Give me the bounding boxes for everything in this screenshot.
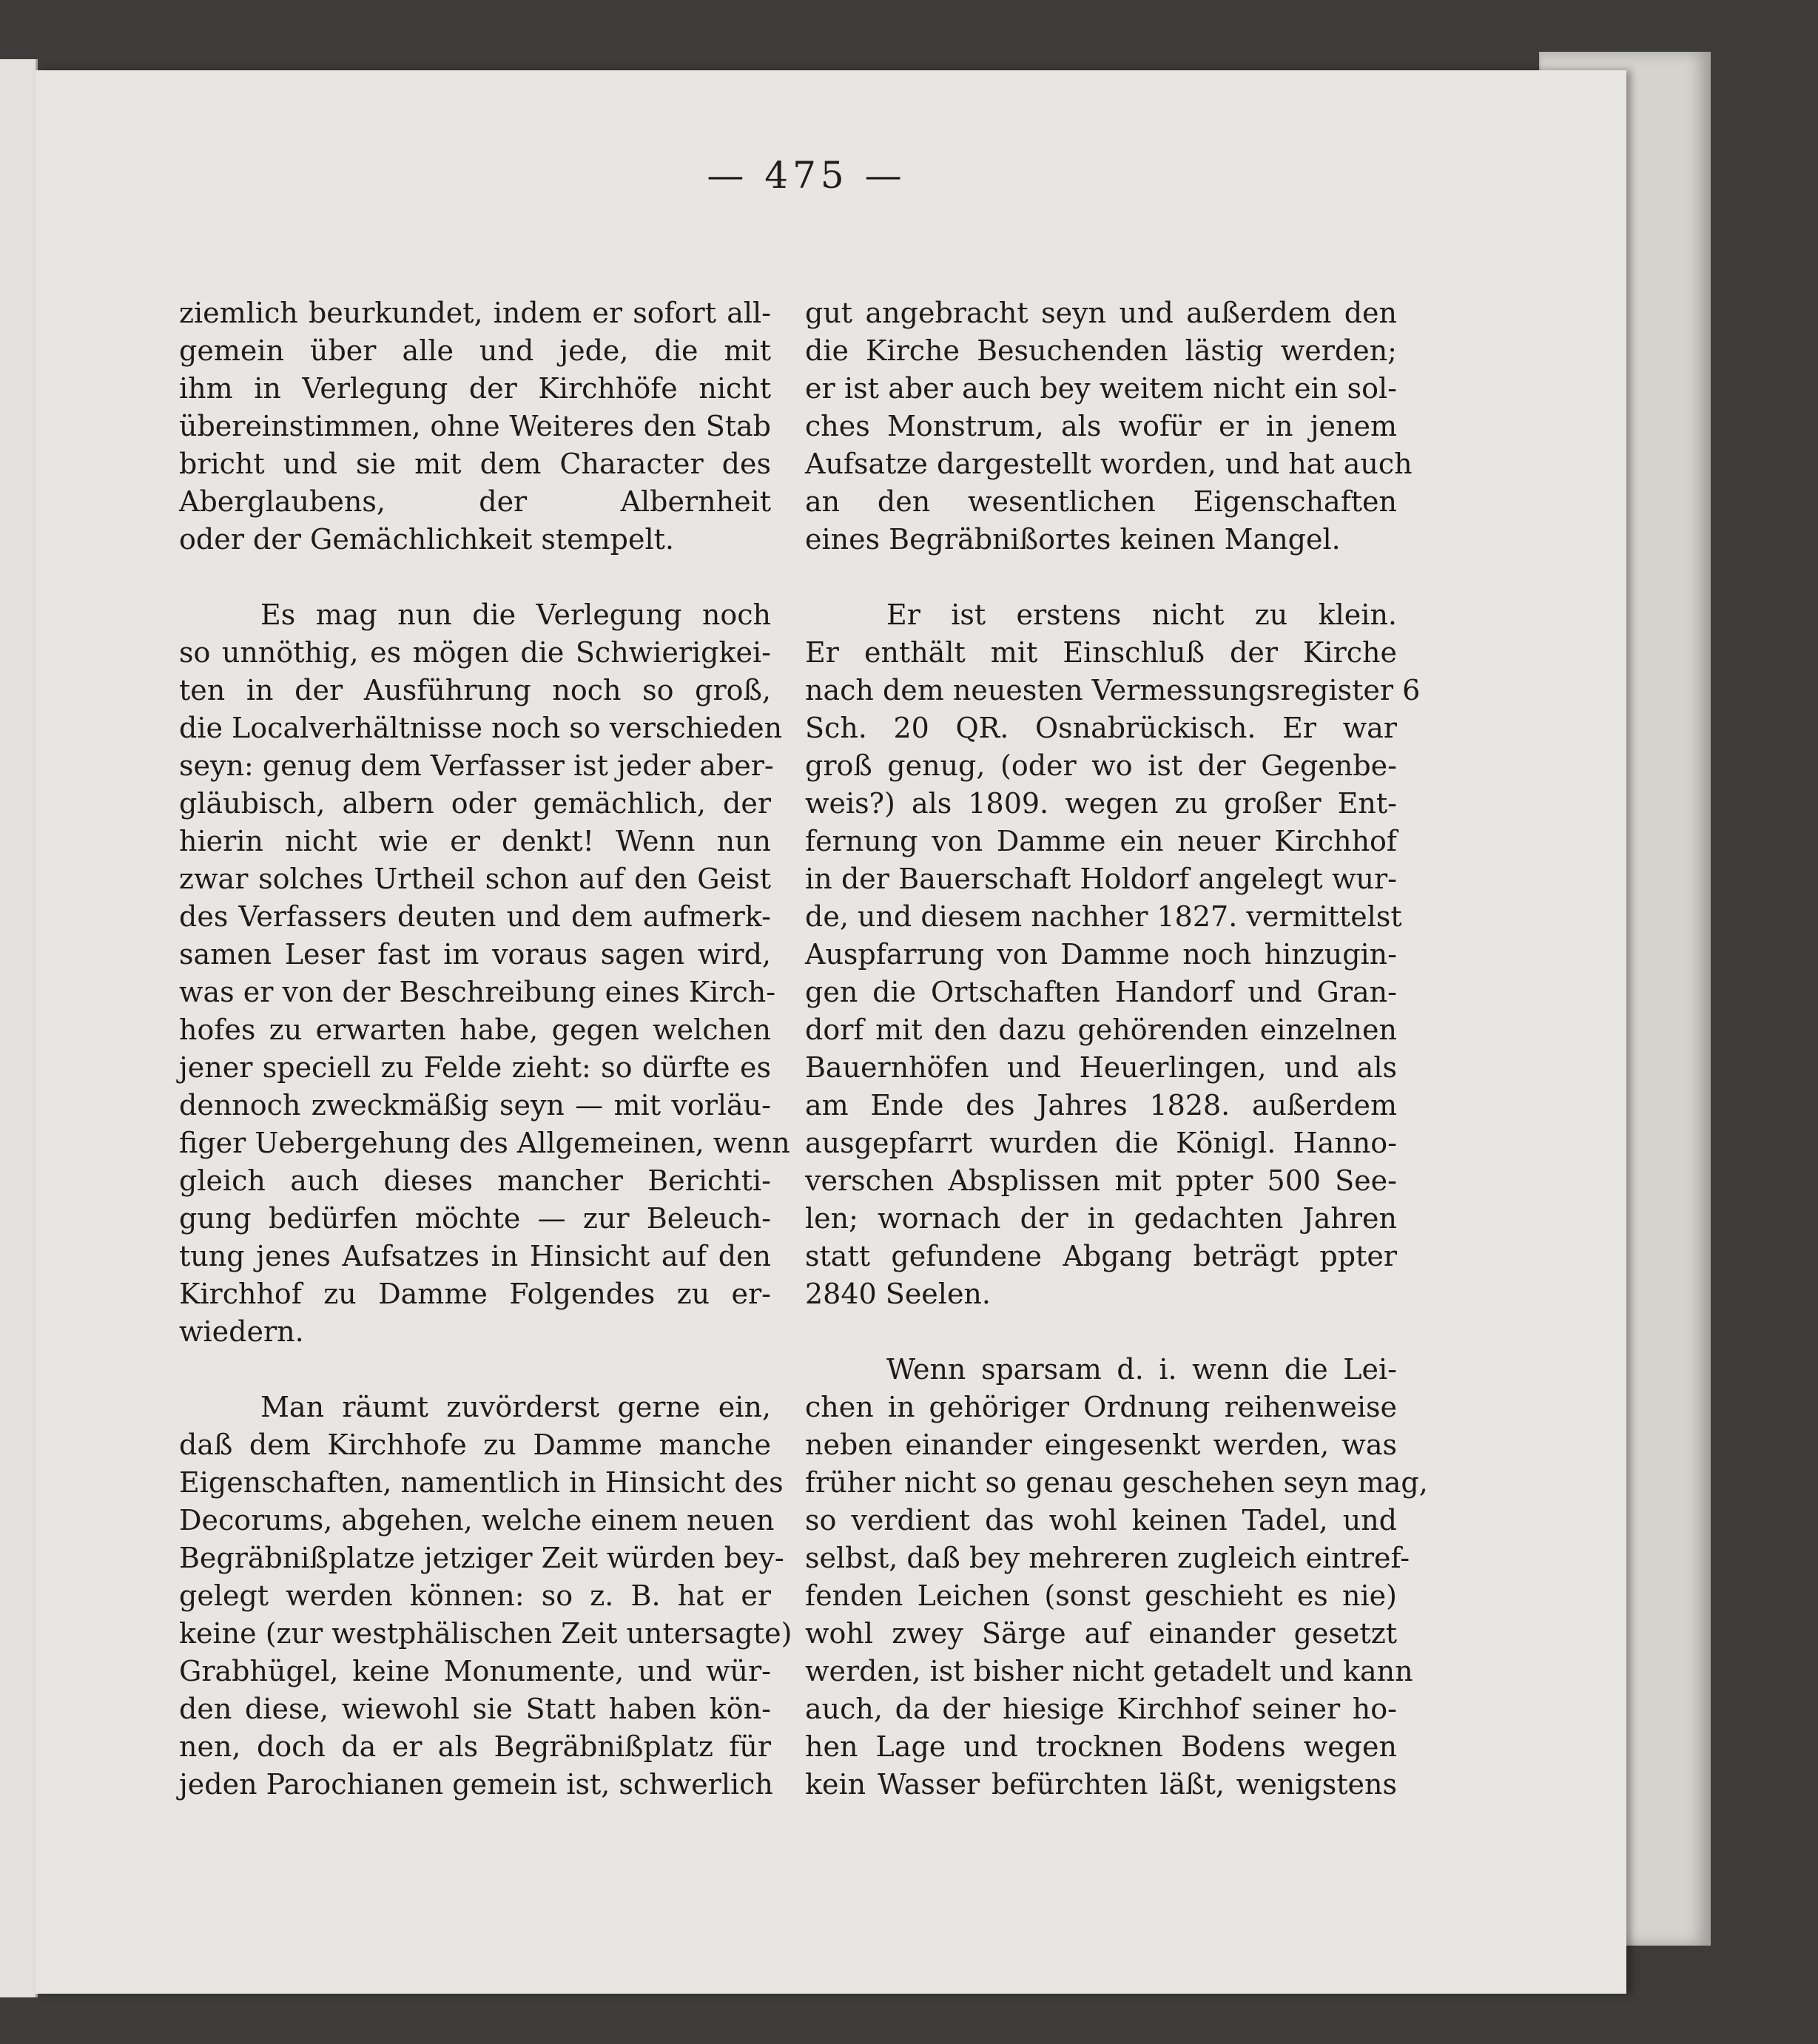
text-line: selbst, daß bey mehreren zugleich eintref- xyxy=(805,1542,1410,1574)
text-line: gelegt werden können: so z. B. hat er xyxy=(179,1579,771,1612)
text-line: samen Leser fast im voraus sagen wird, xyxy=(179,938,771,971)
text-line: Aufsatze dargestellt worden, und hat auch xyxy=(805,448,1413,480)
text-line: wohl zwey Särge auf einander gesetzt xyxy=(805,1617,1397,1650)
text-line: bricht und sie mit dem Character des xyxy=(179,448,771,480)
left-text-column xyxy=(179,294,792,1804)
text-line: 2840 Seelen. xyxy=(805,1278,991,1310)
text-line: übereinstimmen, ohne Weiteres den Stab xyxy=(179,410,771,442)
text-line: ausgepfarrt wurden die Königl. Hanno- xyxy=(805,1127,1397,1159)
text-line: des Verfassers deuten und dem aufmerk- xyxy=(179,900,771,933)
text-line: Man räumt zuvörderst gerne ein, xyxy=(260,1391,771,1423)
text-line: gen die Ortschaften Handorf und Gran- xyxy=(805,976,1397,1008)
text-line: hofes zu erwarten habe, gegen welchen xyxy=(179,1013,771,1046)
text-line: hierin nicht wie er denkt! Wenn nun xyxy=(179,825,771,857)
text-line: jener speciell zu Felde zieht: so dürfte es xyxy=(179,1051,771,1084)
text-line: am Ende des Jahres 1828. außerdem xyxy=(805,1089,1397,1121)
text-line: so unnöthig, es mögen die Schwierigkei- xyxy=(179,636,771,669)
text-line: die Localverhältnisse noch so verschieden xyxy=(179,712,783,744)
text-line: hen Lage und trocknen Bodens wegen xyxy=(805,1730,1397,1763)
text-line: gleich auch dieses mancher Berichti- xyxy=(179,1164,771,1197)
text-line: die Kirche Besuchenden lästig werden; xyxy=(805,334,1397,367)
text-line: oder der Gemächlichkeit stempelt. xyxy=(179,523,674,556)
text-line: Grabhügel, keine Monumente, und wür- xyxy=(179,1655,771,1687)
text-line: in der Bauerschaft Holdorf angelegt wur- xyxy=(805,863,1397,895)
text-line: werden, ist bisher nicht getadelt und kann xyxy=(805,1655,1413,1687)
text-line: nen, doch da er als Begräbnißplatz für xyxy=(179,1730,771,1763)
page-number: — 475 — xyxy=(707,154,906,197)
text-line: Eigenschaften, namentlich in Hinsicht des xyxy=(179,1466,784,1499)
text-line: kein Wasser befürchten läßt, wenigstens xyxy=(805,1768,1397,1801)
text-line: fernung von Damme ein neuer Kirchhof xyxy=(805,825,1397,857)
text-line: statt gefundene Abgang beträgt ppter xyxy=(805,1240,1397,1272)
paragraph-gap xyxy=(179,1351,771,1389)
text-line: figer Uebergehung des Allgemeinen, wenn xyxy=(179,1127,790,1159)
paragraph-gap xyxy=(179,559,771,596)
text-line: Auspfarrung von Damme noch hinzugin- xyxy=(805,938,1397,971)
text-line: neben einander eingesenkt werden, was xyxy=(805,1429,1397,1461)
text-line: Begräbnißplatze jetziger Zeit würden bey- xyxy=(179,1542,784,1574)
text-line: dennoch zweckmäßig seyn — mit vorläu- xyxy=(179,1089,771,1121)
text-line: Er ist erstens nicht zu klein. xyxy=(886,598,1397,631)
text-line: seyn: genug dem Verfasser ist jeder aber- xyxy=(179,749,774,782)
text-line: eines Begräbnißortes keinen Mangel. xyxy=(805,523,1341,556)
text-line: früher nicht so genau geschehen seyn mag, xyxy=(805,1466,1428,1499)
text-line: gemein über alle und jede, die mit xyxy=(179,334,771,367)
text-line: daß dem Kirchhofe zu Damme manche xyxy=(179,1429,771,1461)
paragraph-gap xyxy=(805,559,1397,596)
text-line: auch, da der hiesige Kirchhof seiner ho- xyxy=(805,1693,1397,1725)
text-line: ihm in Verlegung der Kirchhöfe nicht xyxy=(179,372,771,405)
text-line: Decorums, abgehen, welche einem neuen xyxy=(179,1504,775,1537)
text-line: de, und diesem nachher 1827. vermittelst xyxy=(805,900,1402,933)
facing-page-edge xyxy=(0,59,38,1997)
text-line: Wenn sparsam d. i. wenn die Lei- xyxy=(886,1353,1397,1386)
text-line: er ist aber auch bey weitem nicht ein sol- xyxy=(805,372,1397,405)
text-line: nach dem neuesten Vermessungsregister 6 xyxy=(805,674,1421,706)
text-line: len; wornach der in gedachten Jahren xyxy=(805,1202,1397,1235)
text-line: ten in der Ausführung noch so groß, xyxy=(179,674,771,706)
right-text-column xyxy=(805,294,1428,1804)
text-line: jeden Parochianen gemein ist, schwerlich xyxy=(179,1768,773,1801)
text-line: zwar solches Urtheil schon auf den Geist xyxy=(179,863,771,895)
text-line: Sch. 20 QR. Osnabrückisch. Er war xyxy=(805,712,1397,744)
text-line: Kirchhof zu Damme Folgendes zu er- xyxy=(179,1278,771,1310)
text-line: verschen Absplissen mit ppter 500 See- xyxy=(805,1164,1397,1197)
text-line: gläubisch, albern oder gemächlich, der xyxy=(179,787,771,820)
text-line: tung jenes Aufsatzes in Hinsicht auf den xyxy=(179,1240,771,1272)
text-line: Es mag nun die Verlegung noch xyxy=(260,598,771,631)
text-line: so verdient das wohl keinen Tadel, und xyxy=(805,1504,1397,1537)
text-line: groß genug, (oder wo ist der Gegenbe- xyxy=(805,749,1397,782)
paragraph-gap xyxy=(805,1313,1397,1351)
text-line: keine (zur westphälischen Zeit untersagte) xyxy=(179,1617,792,1650)
text-line: weis?) als 1809. wegen zu großer Ent- xyxy=(805,787,1397,820)
text-line: ziemlich beurkundet, indem er sofort all- xyxy=(179,297,771,329)
text-line: chen in gehöriger Ordnung reihenweise xyxy=(805,1391,1397,1423)
text-line: Er enthält mit Einschluß der Kirche xyxy=(805,636,1397,669)
text-line: gut angebracht seyn und außerdem den xyxy=(805,297,1397,329)
text-line: ches Monstrum, als wofür er in jenem xyxy=(805,410,1397,442)
text-line: an den wesentlichen Eigenschaften xyxy=(805,485,1397,518)
text-line: dorf mit den dazu gehörenden einzelnen xyxy=(805,1013,1397,1046)
text-line: was er von der Beschreibung eines Kirch- xyxy=(179,976,776,1008)
text-line: gung bedürfen möchte — zur Beleuch- xyxy=(179,1202,771,1235)
text-line: wiedern. xyxy=(179,1315,304,1348)
text-line: den diese, wiewohl sie Statt haben kön- xyxy=(179,1693,771,1725)
text-line: Bauernhöfen und Heuerlingen, und als xyxy=(805,1051,1397,1084)
text-line: Aberglaubens, der Albernheit xyxy=(179,485,771,518)
text-line: fenden Leichen (sonst geschieht es nie) xyxy=(805,1579,1397,1612)
